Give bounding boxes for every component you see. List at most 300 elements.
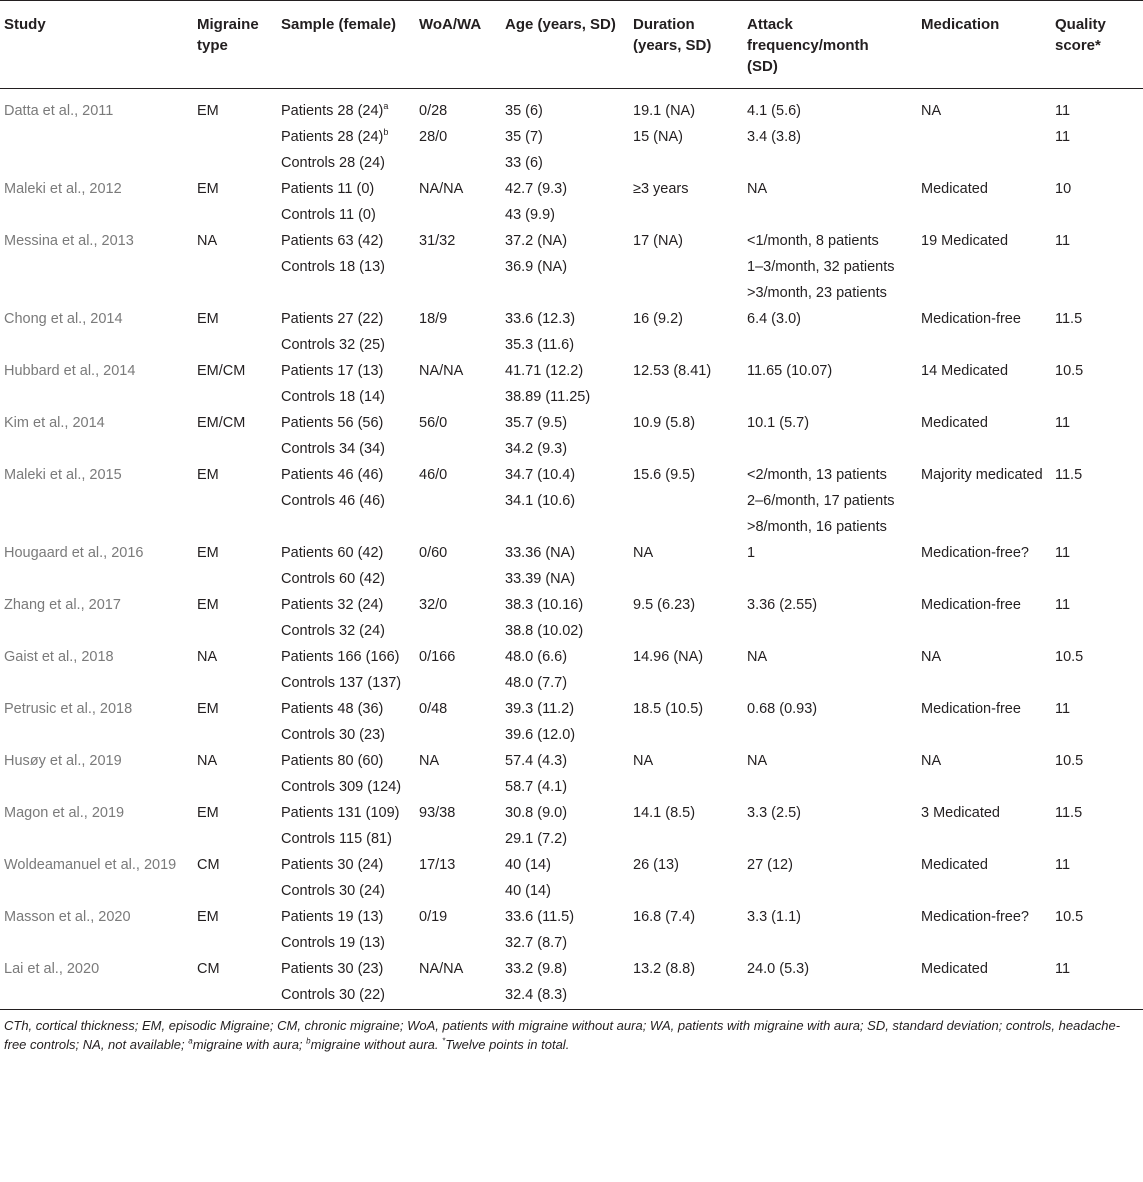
sample-cell [277,411,415,437]
attack-frequency-cell [743,541,917,567]
quality-score-cell [1051,749,1143,775]
table-row [0,229,1143,255]
attack-frequency-cell [743,333,917,359]
column-header-line: Age (years, SD) [505,16,616,33]
age-cell-text: 36.9 (NA) [505,259,568,275]
age-cell-text: 58.7 (4.1) [505,779,568,795]
column-header [743,1,917,89]
woa-wa-cell-text: 0/19 [419,909,448,925]
duration-cell [629,333,743,359]
attack-frequency-cell [743,723,917,749]
woa-wa-cell [415,255,501,281]
medication-cell-text: Medication-free? [921,545,1029,561]
medication-cell [917,437,1051,463]
study-cell [0,801,193,827]
attack-frequency-cell-text: 3.3 (2.5) [747,805,801,821]
quality-score-cell [1051,463,1143,489]
duration-cell [629,125,743,151]
age-cell [501,671,629,697]
woa-wa-cell [415,489,501,515]
woa-wa-cell-text: 0/166 [419,649,456,665]
sample-cell-text: Controls 18 (14) [281,389,385,405]
sample-cell-text: Controls 30 (22) [281,987,385,1003]
age-cell [501,645,629,671]
age-cell [501,437,629,463]
age-cell-text: 37.2 (NA) [505,233,568,249]
medication-cell [917,463,1051,489]
migraine-type-cell-text: EM [197,909,219,925]
duration-cell [629,801,743,827]
sample-cell [277,905,415,931]
column-header [0,1,193,89]
sample-cell-text: Controls 18 (13) [281,259,385,275]
medication-cell [917,645,1051,671]
study-cell [0,827,193,853]
study-cell-text: Hougaard et al., 2016 [4,545,144,561]
attack-frequency-cell-text: NA [747,181,768,197]
medication-cell [917,905,1051,931]
woa-wa-cell [415,203,501,229]
woa-wa-cell [415,879,501,905]
migraine-type-cell-text: NA [197,649,218,665]
age-cell-text: 48.0 (7.7) [505,675,568,691]
medication-cell [917,697,1051,723]
sample-cell-text: Controls 28 (24) [281,155,385,171]
attack-frequency-cell-text: 3.3 (1.1) [747,909,801,925]
migraine-type-cell [193,593,277,619]
duration-cell-text: 18.5 (10.5) [633,701,704,717]
age-cell-text: 33.39 (NA) [505,571,576,587]
attack-frequency-cell [743,853,917,879]
study-cell [0,879,193,905]
study-cell [0,177,193,203]
attack-frequency-cell [743,359,917,385]
age-cell-text: 35 (6) [505,103,543,119]
column-header-line: Study [4,16,46,33]
quality-score-cell [1051,125,1143,151]
study-cell-text: Zhang et al., 2017 [4,597,121,613]
woa-wa-cell [415,229,501,255]
column-header [277,1,415,89]
medication-cell [917,411,1051,437]
attack-frequency-cell [743,567,917,593]
quality-score-cell [1051,411,1143,437]
quality-score-cell [1051,255,1143,281]
attack-frequency-cell-text: 6.4 (3.0) [747,311,801,327]
study-cell-text: Woldeamanuel et al., 2019 [4,857,177,873]
study-cell [0,723,193,749]
sample-cell-text: Patients 131 (109) [281,805,400,821]
sample-cell-text: Patients 28 (24) [281,103,384,119]
attack-frequency-cell [743,489,917,515]
column-header-line: (years, SD) [633,37,712,54]
medication-cell [917,853,1051,879]
sample-cell [277,827,415,853]
table-row [0,411,1143,437]
medication-cell [917,489,1051,515]
woa-wa-cell [415,827,501,853]
woa-wa-cell [415,853,501,879]
age-cell-text: 30.8 (9.0) [505,805,568,821]
migraine-type-cell-text: EM [197,805,219,821]
sample-cell-text: Controls 309 (124) [281,779,402,795]
attack-frequency-cell [743,879,917,905]
medication-cell [917,983,1051,1009]
sample-cell [277,723,415,749]
sample-cell-text: Patients 11 (0) [281,181,375,197]
quality-score-cell-text: 11.5 [1055,805,1083,821]
sample-cell [277,437,415,463]
medication-cell [917,203,1051,229]
age-cell [501,931,629,957]
sample-cell [277,151,415,177]
quality-score-cell-text: 11 [1055,129,1071,145]
attack-frequency-cell [743,749,917,775]
age-cell [501,749,629,775]
study-cell [0,437,193,463]
woa-wa-cell [415,983,501,1009]
medication-cell [917,957,1051,983]
study-cell [0,957,193,983]
quality-score-cell [1051,801,1143,827]
column-header [415,1,501,89]
duration-cell [629,593,743,619]
migraine-type-cell-text: EM [197,311,219,327]
woa-wa-cell [415,905,501,931]
age-cell [501,515,629,541]
duration-cell [629,89,743,126]
woa-wa-cell-text: 46/0 [419,467,448,483]
medication-cell-text: NA [921,753,942,769]
medication-cell-text: Medicated [921,961,988,977]
sample-cell-text: Controls 19 (13) [281,935,385,951]
footnote-marker: a [383,101,389,112]
quality-score-cell [1051,593,1143,619]
medication-cell [917,541,1051,567]
column-header-line: (SD) [747,58,778,75]
attack-frequency-cell-text: 24.0 (5.3) [747,961,810,977]
study-cell [0,489,193,515]
medication-cell [917,151,1051,177]
duration-cell [629,255,743,281]
duration-cell [629,957,743,983]
duration-cell [629,931,743,957]
woa-wa-cell [415,125,501,151]
sample-cell-text: Controls 137 (137) [281,675,402,691]
table-row [0,515,1143,541]
age-cell-text: 33.6 (11.5) [505,909,575,925]
medication-cell-text: Medication-free [921,311,1021,327]
column-header-line: score* [1055,37,1101,54]
sample-cell [277,359,415,385]
quality-score-cell [1051,89,1143,126]
quality-score-cell [1051,541,1143,567]
migraine-type-cell [193,905,277,931]
footnote-a-text: migraine with aura; [192,1037,307,1052]
age-cell-text: 35.3 (11.6) [505,337,575,353]
quality-score-cell-text: 10.5 [1055,363,1084,379]
duration-cell [629,203,743,229]
woa-wa-cell-text: 17/13 [419,857,456,873]
woa-wa-cell [415,957,501,983]
woa-wa-cell-text: NA [419,753,440,769]
study-cell [0,645,193,671]
quality-score-cell [1051,697,1143,723]
age-cell [501,151,629,177]
duration-cell [629,541,743,567]
sample-cell-text: Controls 34 (34) [281,441,385,457]
attack-frequency-cell [743,619,917,645]
duration-cell-text: 9.5 (6.23) [633,597,696,613]
age-cell [501,281,629,307]
attack-frequency-cell-text: >8/month, 16 patients [747,519,887,535]
duration-cell [629,229,743,255]
age-cell [501,307,629,333]
study-cell [0,515,193,541]
age-cell [501,697,629,723]
sample-cell [277,515,415,541]
woa-wa-cell-text: NA/NA [419,181,464,197]
migraine-type-cell [193,151,277,177]
duration-cell-text: 14.96 (NA) [633,649,704,665]
migraine-type-cell [193,177,277,203]
sample-cell-text: Patients 166 (166) [281,649,400,665]
sample-cell [277,463,415,489]
medication-cell [917,515,1051,541]
quality-score-cell [1051,281,1143,307]
attack-frequency-cell [743,515,917,541]
quality-score-cell [1051,671,1143,697]
migraine-type-cell [193,307,277,333]
study-cell [0,359,193,385]
study-cell [0,541,193,567]
woa-wa-cell-text: 28/0 [419,129,448,145]
woa-wa-cell-text: 32/0 [419,597,448,613]
study-cell [0,697,193,723]
study-cell-text: Maleki et al., 2015 [4,467,122,483]
column-header-line: Medication [921,16,1000,33]
table-row [0,645,1143,671]
migraine-type-cell-text: EM [197,545,219,561]
sample-cell-text: Patients 46 (46) [281,467,384,483]
migraine-type-cell-text: EM/CM [197,415,246,431]
medication-cell [917,125,1051,151]
age-cell-text: 43 (9.9) [505,207,555,223]
sample-cell-text: Patients 63 (42) [281,233,384,249]
study-cell-text: Husøy et al., 2019 [4,753,122,769]
age-cell-text: 29.1 (7.2) [505,831,568,847]
study-cell-text: Magon et al., 2019 [4,805,125,821]
woa-wa-cell [415,307,501,333]
study-cell [0,125,193,151]
duration-cell [629,567,743,593]
attack-frequency-cell [743,255,917,281]
migraine-type-cell [193,255,277,281]
migraine-type-cell [193,333,277,359]
quality-score-cell [1051,333,1143,359]
study-cell-text: Petrusic et al., 2018 [4,701,133,717]
age-cell [501,177,629,203]
quality-score-cell-text: 11 [1055,103,1071,119]
age-cell [501,489,629,515]
duration-cell [629,749,743,775]
medication-cell-text: Medication-free [921,597,1021,613]
duration-cell [629,463,743,489]
table-row [0,489,1143,515]
age-cell-text: 33.6 (12.3) [505,311,576,327]
woa-wa-cell [415,359,501,385]
study-cell [0,983,193,1009]
duration-cell [629,177,743,203]
age-cell-text: 33.36 (NA) [505,545,576,561]
age-cell [501,593,629,619]
sample-cell [277,697,415,723]
migraine-type-cell-text: EM [197,181,219,197]
quality-score-cell [1051,229,1143,255]
table-row [0,697,1143,723]
attack-frequency-cell-text: 1 [747,545,756,561]
age-cell-text: 32.4 (8.3) [505,987,568,1003]
study-cell [0,749,193,775]
quality-score-cell [1051,177,1143,203]
table-row [0,151,1143,177]
duration-cell-text: 16.8 (7.4) [633,909,696,925]
migraine-type-cell [193,801,277,827]
age-cell-text: 35.7 (9.5) [505,415,568,431]
quality-score-cell [1051,957,1143,983]
migraine-type-cell [193,645,277,671]
medication-cell-text: Medicated [921,857,988,873]
sample-cell-text: Controls 32 (24) [281,623,385,639]
study-cell-text: Lai et al., 2020 [4,961,100,977]
woa-wa-cell [415,151,501,177]
quality-score-cell [1051,203,1143,229]
woa-wa-cell [415,385,501,411]
sample-cell [277,541,415,567]
study-cell-text: Kim et al., 2014 [4,415,105,431]
table-row [0,931,1143,957]
migraine-type-cell-text: NA [197,753,218,769]
sample-cell-text: Controls 30 (23) [281,727,385,743]
sample-cell [277,307,415,333]
medication-cell [917,385,1051,411]
footnote-b-mark: b [306,1036,311,1046]
woa-wa-cell [415,775,501,801]
woa-wa-cell-text: 31/32 [419,233,456,249]
table-row [0,567,1143,593]
quality-score-cell-text: 11 [1055,961,1071,977]
quality-score-cell-text: 11.5 [1055,467,1083,483]
study-cell [0,671,193,697]
sample-cell-text: Patients 56 (56) [281,415,384,431]
duration-cell [629,619,743,645]
study-cell-text: Chong et al., 2014 [4,311,123,327]
age-cell-text: 34.2 (9.3) [505,441,568,457]
attack-frequency-cell [743,697,917,723]
medication-cell [917,567,1051,593]
woa-wa-cell-text: 93/38 [419,805,456,821]
attack-frequency-cell-text: 1–3/month, 32 patients [747,259,895,275]
attack-frequency-cell-text: <1/month, 8 patients [747,233,879,249]
woa-wa-cell [415,281,501,307]
migraine-type-cell-text: EM [197,597,219,613]
woa-wa-cell [415,541,501,567]
table-row [0,89,1143,126]
attack-frequency-cell [743,775,917,801]
quality-score-cell-text: 11 [1055,597,1071,613]
quality-score-cell-text: 11 [1055,415,1071,431]
column-header [501,1,629,89]
quality-score-cell [1051,775,1143,801]
woa-wa-cell [415,515,501,541]
woa-wa-cell [415,749,501,775]
study-cell-text: Hubbard et al., 2014 [4,363,136,379]
age-cell [501,385,629,411]
table-row [0,281,1143,307]
attack-frequency-cell-text: NA [747,753,768,769]
sample-cell-text: Patients 30 (23) [281,961,384,977]
quality-score-cell [1051,567,1143,593]
attack-frequency-cell [743,463,917,489]
study-cell [0,229,193,255]
attack-frequency-cell [743,931,917,957]
medication-cell [917,723,1051,749]
woa-wa-cell [415,89,501,126]
attack-frequency-cell [743,151,917,177]
column-header-line: Quality [1055,16,1106,33]
migraine-type-cell-text: EM [197,103,219,119]
duration-cell [629,645,743,671]
table-row [0,307,1143,333]
duration-cell [629,307,743,333]
woa-wa-cell-text: 18/9 [419,311,448,327]
age-cell [501,229,629,255]
study-cell [0,853,193,879]
duration-cell [629,827,743,853]
attack-frequency-cell [743,125,917,151]
sample-cell [277,333,415,359]
migraine-type-cell [193,437,277,463]
sample-cell [277,567,415,593]
migraine-type-cell [193,853,277,879]
migraine-type-cell-text: EM/CM [197,363,246,379]
age-cell [501,255,629,281]
age-cell [501,463,629,489]
table-row [0,359,1143,385]
quality-score-cell [1051,879,1143,905]
sample-cell-text: Patients 32 (24) [281,597,384,613]
age-cell-text: 34.7 (10.4) [505,467,576,483]
age-cell [501,567,629,593]
age-cell [501,359,629,385]
woa-wa-cell [415,619,501,645]
duration-cell-text: ≥3 years [633,181,689,197]
attack-frequency-cell [743,385,917,411]
medication-cell-text: Majority medicated [921,467,1043,483]
medication-cell [917,229,1051,255]
medication-cell-text: Medicated [921,181,988,197]
quality-score-cell [1051,359,1143,385]
woa-wa-cell [415,931,501,957]
attack-frequency-cell [743,411,917,437]
woa-wa-cell [415,593,501,619]
age-cell [501,723,629,749]
study-cell-text: Maleki et al., 2012 [4,181,122,197]
woa-wa-cell [415,333,501,359]
sample-cell [277,203,415,229]
migraine-type-cell [193,671,277,697]
age-cell-text: 40 (14) [505,883,551,899]
